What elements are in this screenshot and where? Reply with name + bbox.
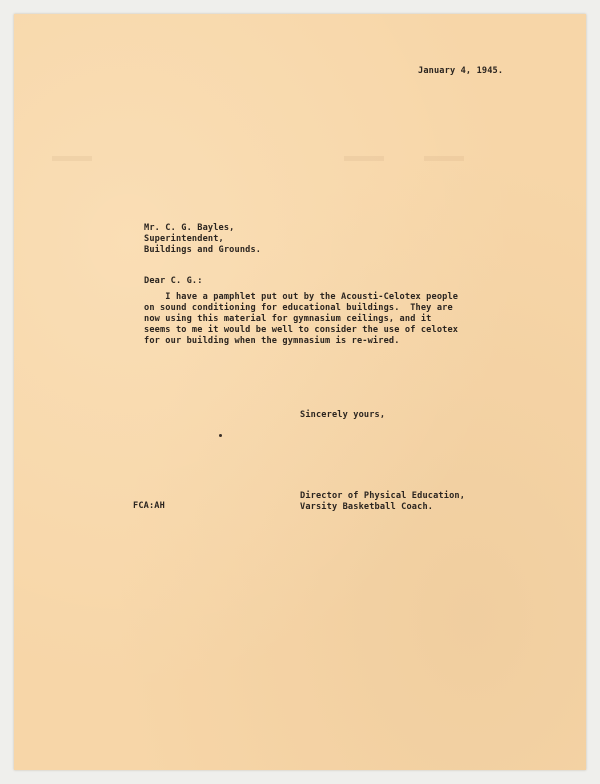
letter-date: January 4, 1945. (418, 66, 504, 76)
body-line: I have a pamphlet put out by the Acousti-Celotex people (144, 292, 459, 302)
body-line: for our building when the gymnasium is re-wired. (144, 336, 400, 346)
recipient-title: Superintendent, (144, 234, 224, 244)
salutation: Dear C. G.: (144, 276, 203, 286)
letter-body (144, 292, 458, 347)
recipient-address (144, 223, 261, 256)
reference-initials: FCA:AH (133, 501, 165, 511)
signature-block (300, 491, 465, 513)
faint-bleedthrough-mark (52, 156, 92, 161)
letter-page (14, 14, 586, 770)
body-line: now using this material for gymnasium ceilings, and it (144, 314, 432, 324)
faint-bleedthrough-mark (424, 156, 464, 161)
recipient-department: Buildings and Grounds. (144, 245, 262, 255)
body-line: seems to me it would be well to consider the use of celotex (144, 325, 459, 335)
signer-title-2: Varsity Basketball Coach. (300, 502, 434, 512)
ink-speck (219, 434, 222, 437)
faint-bleedthrough-mark (344, 156, 384, 161)
complimentary-closing: Sincerely yours, (300, 410, 386, 420)
recipient-name: Mr. C. G. Bayles, (144, 223, 235, 233)
signer-title-1: Director of Physical Education, (300, 491, 466, 501)
body-line: on sound conditioning for educational buildings. They are (144, 303, 453, 313)
